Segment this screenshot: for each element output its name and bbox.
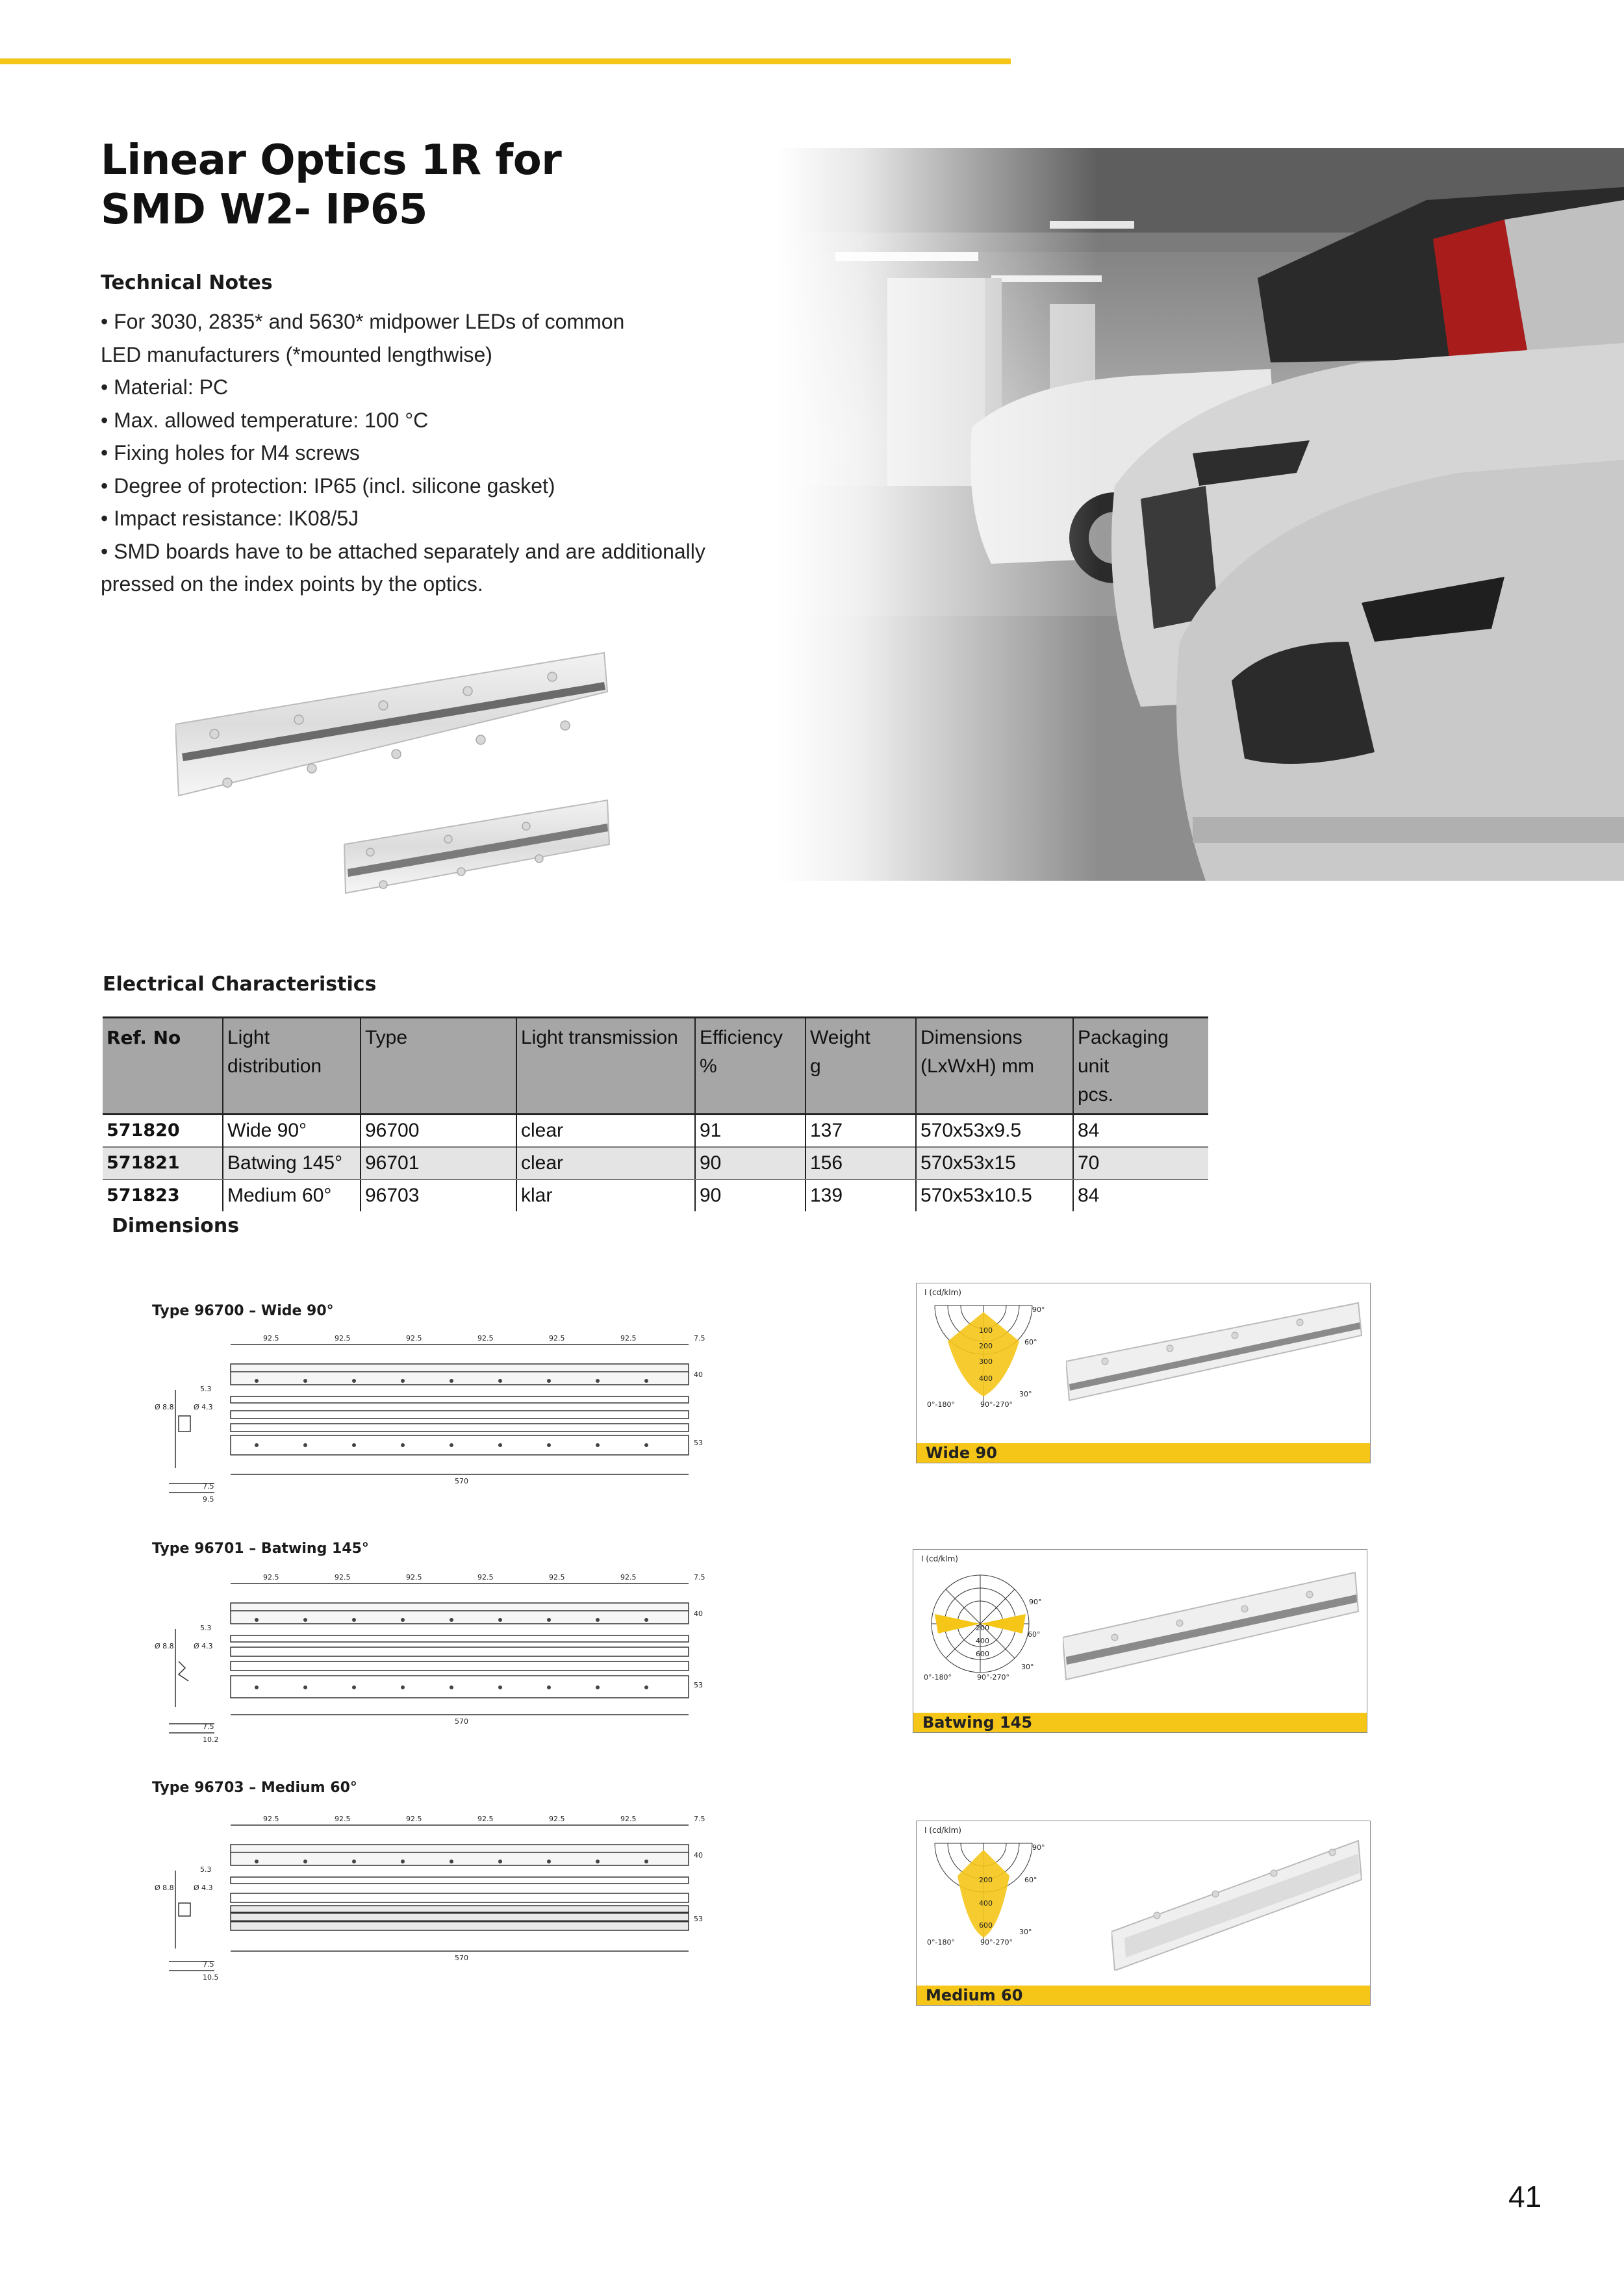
pitch-label: 7.5 (694, 1573, 705, 1582)
technical-notes-heading: Technical Notes (101, 271, 273, 294)
side-label: 7.5 (203, 1722, 214, 1731)
svg-text:60°: 60° (1024, 1338, 1037, 1346)
width-label: 40 (694, 1851, 703, 1860)
side-label: 5.3 (200, 1865, 212, 1874)
cell-weight: 156 (806, 1147, 916, 1180)
polar-diagram-medium (922, 1824, 1045, 1954)
svg-text:90°-270°: 90°-270° (977, 1673, 1009, 1682)
card-label-bar (917, 1986, 1370, 2005)
pitch-label: 92.5 (620, 1334, 637, 1343)
photometric-card-medium (916, 1821, 1371, 2006)
col-header-ref-no: Ref. No (103, 1018, 223, 1115)
table-row (103, 1147, 1208, 1180)
depth-label: 10.2 (203, 1735, 219, 1744)
cell-type: 96703 (361, 1180, 516, 1211)
parking-garage-photo (777, 148, 1624, 881)
cell-ref-no: 571823 (107, 1185, 180, 1205)
table-row (103, 1115, 1208, 1148)
height-label: 53 (694, 1681, 703, 1689)
card-label: Medium 60 (926, 1986, 1023, 2004)
cell-packaging-unit: 70 (1073, 1147, 1208, 1180)
width-label: 40 (694, 1609, 703, 1618)
dimension-drawing-96701 (149, 1571, 721, 1752)
svg-text:90°-270°: 90°-270° (980, 1400, 1013, 1409)
top-accent-rule (0, 58, 1011, 64)
type-96700-label: Type 96700 – Wide 90° (152, 1303, 334, 1319)
photo-left-fade (777, 148, 1624, 881)
photometric-card-wide (916, 1283, 1371, 1463)
col-header-packaging-unit: Packaging unit pcs. (1073, 1018, 1208, 1115)
col-header-light-transmission: Light transmission (516, 1018, 695, 1115)
note-line: • Max. allowed temperature: 100 °C (101, 408, 429, 432)
cell-light-transmission: klar (516, 1180, 695, 1211)
cell-light-transmission: clear (516, 1147, 695, 1180)
note-line: • Fixing holes for M4 screws (101, 441, 360, 464)
cell-weight: 137 (806, 1115, 916, 1148)
type-96703-label: Type 96703 – Medium 60° (152, 1780, 357, 1796)
pitch-label: 92.5 (263, 1573, 279, 1582)
pitch-label: 92.5 (549, 1815, 565, 1823)
length-label: 570 (455, 1717, 468, 1726)
svg-text:60°: 60° (1024, 1876, 1037, 1884)
optic-strip-render-wide (1066, 1296, 1365, 1413)
depth-label: 9.5 (203, 1495, 214, 1504)
cell-type: 96700 (361, 1115, 516, 1148)
pitch-label: 92.5 (263, 1815, 279, 1823)
pitch-label: 92.5 (406, 1334, 422, 1343)
col-header-light-distribution: Light distribution (223, 1018, 361, 1115)
cell-ref-no: 571820 (107, 1120, 180, 1141)
svg-text:200: 200 (979, 1876, 993, 1884)
optic-strip-render-medium (1111, 1834, 1365, 1971)
side-label: 7.5 (203, 1482, 214, 1491)
side-label: Ø 4.3 (194, 1403, 213, 1411)
side-label: Ø 8.8 (155, 1642, 174, 1650)
cell-light-transmission: clear (516, 1115, 695, 1148)
cell-light-distribution: Wide 90° (223, 1115, 361, 1148)
card-label-bar (913, 1713, 1367, 1732)
note-line: • Degree of protection: IP65 (incl. silicone gasket) (101, 473, 555, 498)
cell-dimensions: 570x53x9.5 (916, 1115, 1073, 1148)
width-label: 40 (694, 1370, 703, 1379)
svg-text:30°: 30° (1019, 1928, 1032, 1936)
optic-strip-render-batwing (1063, 1566, 1362, 1689)
page-title (101, 136, 561, 234)
cell-packaging-unit: 84 (1073, 1180, 1208, 1211)
cell-ref-no: 571821 (103, 1147, 223, 1180)
dimension-drawing-96700 (149, 1331, 721, 1513)
height-label: 53 (694, 1439, 703, 1447)
side-label: Ø 4.3 (194, 1884, 213, 1892)
svg-text:200: 200 (979, 1342, 993, 1350)
svg-text:I (cd/klm): I (cd/klm) (924, 1288, 961, 1297)
table-row (103, 1180, 1208, 1211)
pitch-label: 7.5 (694, 1815, 705, 1823)
page-number: 41 (1508, 2180, 1542, 2214)
card-label: Batwing 145 (922, 1713, 1033, 1732)
side-label: Ø 4.3 (194, 1642, 213, 1650)
cell-efficiency: 91 (695, 1115, 806, 1148)
svg-text:400: 400 (976, 1637, 989, 1645)
cell-light-distribution: Batwing 145° (223, 1147, 361, 1180)
side-label: 7.5 (203, 1960, 214, 1969)
svg-text:0°-180°: 0°-180° (927, 1938, 955, 1947)
cell-dimensions: 570x53x15 (916, 1147, 1073, 1180)
note-line: • For 3030, 2835* and 5630* midpower LEDs of common (101, 310, 625, 333)
side-label: Ø 8.8 (155, 1884, 174, 1892)
svg-text:90°: 90° (1029, 1598, 1042, 1606)
svg-text:100: 100 (979, 1326, 993, 1335)
side-label: Ø 8.8 (155, 1403, 174, 1411)
polar-diagram-wide (922, 1286, 1045, 1416)
col-header-weight: Weight g (806, 1018, 916, 1115)
svg-text:300: 300 (979, 1357, 993, 1366)
svg-text:0°-180°: 0°-180° (924, 1673, 952, 1682)
dimensions-heading: Dimensions (112, 1215, 240, 1237)
pitch-label: 92.5 (335, 1815, 351, 1823)
height-label: 53 (694, 1915, 703, 1923)
cell-efficiency: 90 (695, 1147, 806, 1180)
pitch-label: 92.5 (406, 1815, 422, 1823)
cell-dimensions: 570x53x10.5 (916, 1180, 1073, 1211)
cell-packaging-unit: 84 (1073, 1115, 1208, 1148)
pitch-label: 92.5 (335, 1334, 351, 1343)
cell-light-distribution: Medium 60° (223, 1180, 361, 1211)
note-line: • SMD boards have to be attached separately and are additionally (101, 539, 705, 563)
svg-text:30°: 30° (1019, 1390, 1032, 1398)
table-header-row (103, 1018, 1208, 1115)
photometric-card-batwing (913, 1549, 1367, 1733)
electrical-table (103, 1016, 1208, 1211)
svg-text:60°: 60° (1028, 1630, 1041, 1639)
side-label: 5.3 (200, 1385, 212, 1393)
svg-text:600: 600 (976, 1650, 989, 1658)
cell-efficiency: 90 (695, 1180, 806, 1211)
pitch-label: 92.5 (477, 1573, 494, 1582)
length-label: 570 (455, 1477, 468, 1485)
title-line-2: SMD W2- IP65 (101, 185, 427, 234)
svg-text:90°-270°: 90°-270° (980, 1938, 1013, 1947)
length-label: 570 (455, 1954, 468, 1962)
note-line: • Impact resistance: IK08/5J (101, 507, 359, 530)
polar-diagram-batwing (919, 1552, 1042, 1682)
product-optics-photo (175, 650, 617, 916)
pitch-label: 92.5 (477, 1815, 494, 1823)
svg-text:0°-180°: 0°-180° (927, 1400, 955, 1409)
technical-notes-list (101, 305, 737, 601)
svg-text:90°: 90° (1032, 1843, 1045, 1852)
pitch-label: 92.5 (620, 1573, 637, 1582)
svg-text:I (cd/klm): I (cd/klm) (921, 1554, 958, 1563)
type-96701-label: Type 96701 – Batwing 145° (152, 1541, 369, 1557)
svg-text:90°: 90° (1032, 1306, 1045, 1314)
cell-weight: 139 (806, 1180, 916, 1211)
pitch-label: 7.5 (694, 1334, 705, 1343)
note-line: pressed on the index points by the optics. (101, 572, 483, 596)
col-header-type: Type (361, 1018, 516, 1115)
col-header-dimensions: Dimensions (LxWxH) mm (916, 1018, 1073, 1115)
pitch-label: 92.5 (620, 1815, 637, 1823)
side-label: 5.3 (200, 1624, 212, 1632)
col-header-efficiency: Efficiency % (695, 1018, 806, 1115)
svg-text:400: 400 (979, 1899, 993, 1908)
dimension-drawing-96703 (149, 1812, 721, 1994)
depth-label: 10.5 (203, 1973, 219, 1982)
pitch-label: 92.5 (406, 1573, 422, 1582)
note-line: • Material: PC (101, 375, 229, 399)
svg-text:I (cd/klm): I (cd/klm) (924, 1826, 961, 1835)
card-label-bar (917, 1443, 1370, 1463)
pitch-label: 92.5 (477, 1334, 494, 1343)
electrical-heading: Electrical Characteristics (103, 973, 377, 996)
svg-text:200: 200 (976, 1624, 989, 1632)
svg-text:600: 600 (979, 1921, 993, 1930)
cell-type: 96701 (361, 1147, 516, 1180)
pitch-label: 92.5 (549, 1573, 565, 1582)
svg-text:400: 400 (979, 1374, 993, 1383)
pitch-label: 92.5 (263, 1334, 279, 1343)
note-line: LED manufacturers (*mounted lengthwise) (101, 342, 492, 366)
pitch-label: 92.5 (335, 1573, 351, 1582)
title-line-1: Linear Optics 1R for (101, 136, 562, 184)
svg-text:30°: 30° (1021, 1663, 1034, 1671)
pitch-label: 92.5 (549, 1334, 565, 1343)
card-label: Wide 90 (926, 1444, 997, 1462)
